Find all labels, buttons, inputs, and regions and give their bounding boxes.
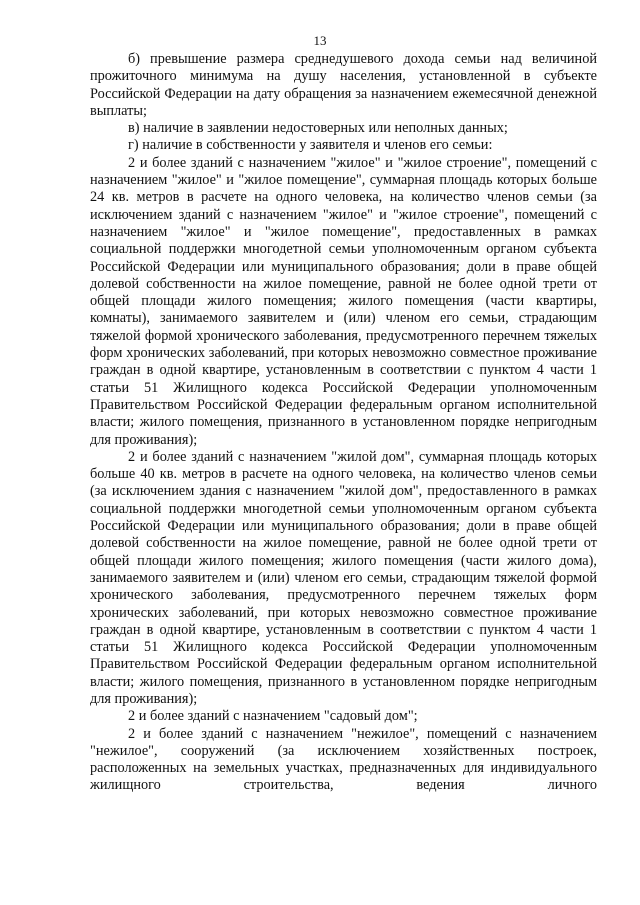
paragraph-non-residential: 2 и более зданий с назначением "нежилое", помещений с назначением "нежилое", сооружений (за исключением хозяйственных построек, расположенных на земельных участках, предназначенных для индивидуального жилищного строительства, ведения личного xyxy=(90,725,597,794)
paragraph-garden-houses: 2 и более зданий с назначением "садовый дом"; xyxy=(128,708,418,725)
page-number: 13 xyxy=(313,33,327,48)
paragraph-residential-houses: 2 и более зданий с назначением "жилой дом", суммарная площадь которых больше 40 кв. метров в расчете на одного человека, на количество членов семьи (за исключением здания с назначением "жилой дом", предоставленного в рамках социальной поддержки многодетной семьи уполномоченным органом субъекта Российской Федерации или муниципального образования; доли в праве общей долевой собственности на жилое помещение, равной не более одной трети от общей площади жилого помещения; жилого помещения (части жилого дома), занимаемого заявителем и (или) членом его семьи, страдающим тяжелой формой хронического заболевания, предусмотренного перечнем тяжелых форм хронических заболеваний, при которых невозможно совместное проживание граждан в одной квартире, установленным в соответствии с пунктом 4 части 1 статьи 51 Жилищного кодекса Российской Федерации уполномоченным Правительством Российской Федерации федеральным органом исполнительной власти; жилого помещения, признанного в установленном порядке непригодным для проживания); xyxy=(90,448,597,707)
paragraph-g: г) наличие в собственности у заявителя и членов его семьи: xyxy=(128,137,493,154)
document-body xyxy=(90,51,597,795)
paragraph-b: б) превышение размера среднедушевого дохода семьи над величиной прожиточного минимума на душу населения, установленной в субъекте Российской Федерации на дату обращения за назначением ежемесячной денежной выплаты; xyxy=(90,51,597,119)
paragraph-residential-buildings: 2 и более зданий с назначением "жилое" и "жилое строение", помещений с назначением "жилое" и "жилое помещение", суммарная площадь которых больше 24 кв. метров в расчете на одного человека, на количество членов семьи (за исключением зданий с назначением "жилое" и "жилое строение", помещений с назначением "жилое" и "жилое помещение", предоставленных в рамках социальной поддержки многодетной семьи уполномоченным органом субъекта Российской Федерации или муниципального образования; доли в праве общей долевой собственности на жилое помещение, равной не более одной трети от общей площади жилого помещения; жилого помещения (части квартиры, комнаты), занимаемого заявителем и (или) членом его семьи, страдающим тяжелой формой хронического заболевания, предусмотренного перечнем тяжелых форм хронических заболеваний, при которых невозможно совместное проживание граждан в одной квартире, установленным в соответствии с пунктом 4 части 1 статьи 51 Жилищного кодекса Российской Федерации уполномоченным Правительством Российской Федерации федеральным органом исполнительной власти; жилого помещения, признанного в установленном порядке непригодным для проживания); xyxy=(90,154,597,448)
paragraph-v: в) наличие в заявлении недостоверных или неполных данных; xyxy=(128,120,508,137)
